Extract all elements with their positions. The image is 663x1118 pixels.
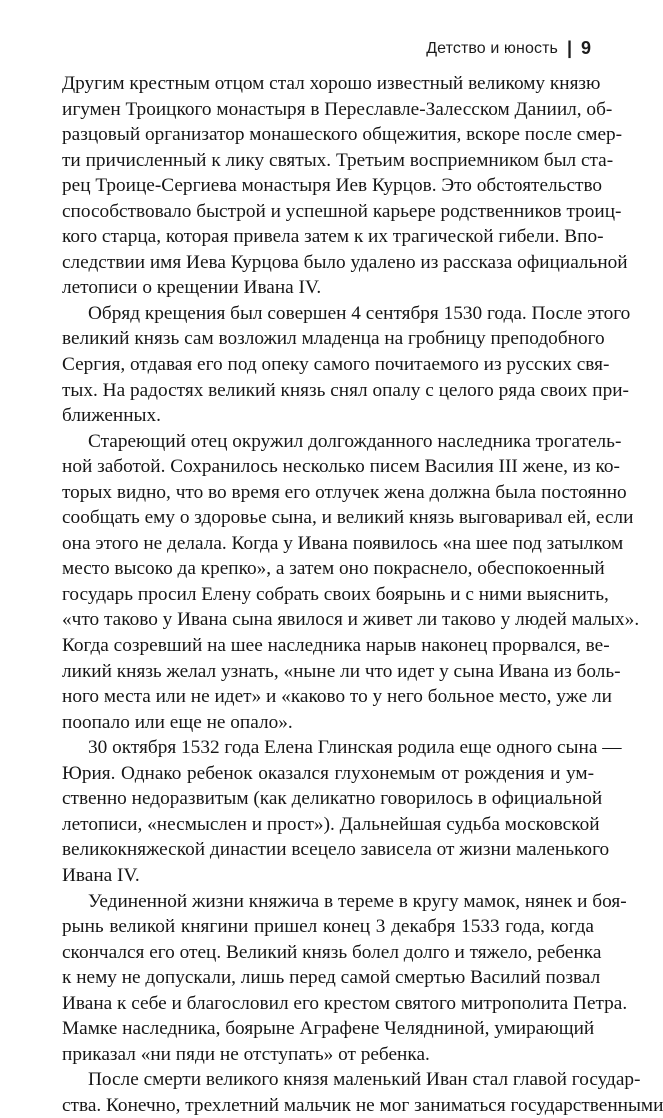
text-line: Ивана IV. [62,864,140,886]
text-line: ближенных. [62,405,161,427]
text-line: разцовый организатор монашеского общежития, вскоре после смер- [62,124,623,146]
text-line: кого старца, которая привела затем к их трагической гибели. Впо- [62,226,604,248]
header-separator: | [566,38,572,58]
text-line: способствовало быстрой и успешной карьере родственников троиц- [62,200,622,222]
text-line: летописи о крещении Ивана IV. [62,277,322,299]
text-line: сообщать ему о здоровье сына, и великий князь выговаривал ей, если [62,507,634,529]
text-line: приказал «ни пяди не отступать» от ребенка. [62,1043,430,1065]
text-line: ства. Конечно, трехлетний мальчик не мог заниматься государственными [62,1094,663,1116]
paragraph [62,429,640,736]
text-line: ной заботой. Сохранилось несколько писем Василия III жене, из ко- [62,456,620,478]
paragraph [62,735,622,888]
text-line: великий князь сам возложил младенца на гробницу преподобного [62,328,605,350]
text-line: Обряд крещения был совершен 4 сентября 1530 года. После этого [88,302,631,324]
page-number: 9 [580,38,591,58]
text-line: После смерти великого князя маленький Иван стал главой государ- [88,1069,641,1091]
chapter-title: Детство и юность [426,39,558,57]
body-text [62,71,663,1118]
text-line: рец Троице-Сергиева монастыря Иев Курцов. Это обстоятельство [62,175,603,197]
text-line: «что таково у Ивана сына явилося и живет ли таково у людей малых». [62,609,640,631]
text-line: 30 октября 1532 года Елена Глинская родила еще одного сына — [88,737,622,759]
text-line: Когда созревший на шее наследника нарыв наконец прорвался, ве- [62,635,610,657]
text-line: поопало или еще не опало». [62,711,293,733]
running-header [426,38,591,59]
paragraph [62,301,631,429]
paragraph [62,71,628,301]
text-line: рынь великой княгини пришел конец 3 декабря 1533 года, когда [62,916,594,938]
text-line: место высоко да крепко», а затем оно покраснело, обеспокоенный [62,558,605,580]
text-line: Юрия. Однако ребенок оказался глухонемым от рождения и ум- [62,762,594,784]
text-line: великокняжеской династии всецело зависела от жизни маленького [62,839,610,861]
text-line: Другим крестным отцом стал хорошо известный великому князю [62,73,601,94]
text-line: Стареющий отец окружил долгожданного наследника трогатель- [88,430,622,452]
text-line: Ивана к себе и благословил его крестом святого митрополита Петра. [62,992,628,1014]
paragraph [62,889,628,1068]
paragraph [62,1067,663,1118]
text-line: игумен Троицкого монастыря в Переславле-Залесском Даниил, об- [62,98,613,120]
text-line: ти причисленный к лику святых. Третьим восприемником был ста- [62,149,614,171]
text-line: тых. На радостях великий князь снял опалу с целого ряда своих при- [62,379,629,401]
text-line: Уединенной жизни княжича в тереме в кругу мамок, нянек и боя- [88,890,627,912]
text-line: государь просил Елену собрать своих боярынь и с ними выяснить, [62,583,609,605]
text-line: к нему не допускали, лишь перед самой смертью Василий позвал [62,967,601,989]
text-line: ного места или не идет» и «каково то у него больное место, уже ли [62,686,612,708]
text-line: скончался его отец. Великий князь болел долго и тяжело, ребенка [62,941,602,963]
text-line: она этого не делала. Когда у Ивана появилось «на шее под затылком [62,532,624,554]
text-line: ликий князь желал узнать, «ныне ли что идет у сына Ивана из боль- [62,660,621,682]
text-line: торых видно, что во время его отлучек жена должна была постоянно [62,481,627,503]
text-line: летописи, «несмыслен и прост»). Дальнейшая судьба московской [62,813,600,835]
text-line: следствии имя Иева Курцова было удалено из рассказа официальной [62,251,628,273]
text-line: ственно недоразвитым (как деликатно говорилось в официальной [62,788,603,810]
text-line: Мамке наследника, боярыне Аграфене Челядниной, умирающий [62,1018,595,1040]
text-line: Сергия, отдавая его под опеку самого почитаемого из русских свя- [62,354,610,376]
